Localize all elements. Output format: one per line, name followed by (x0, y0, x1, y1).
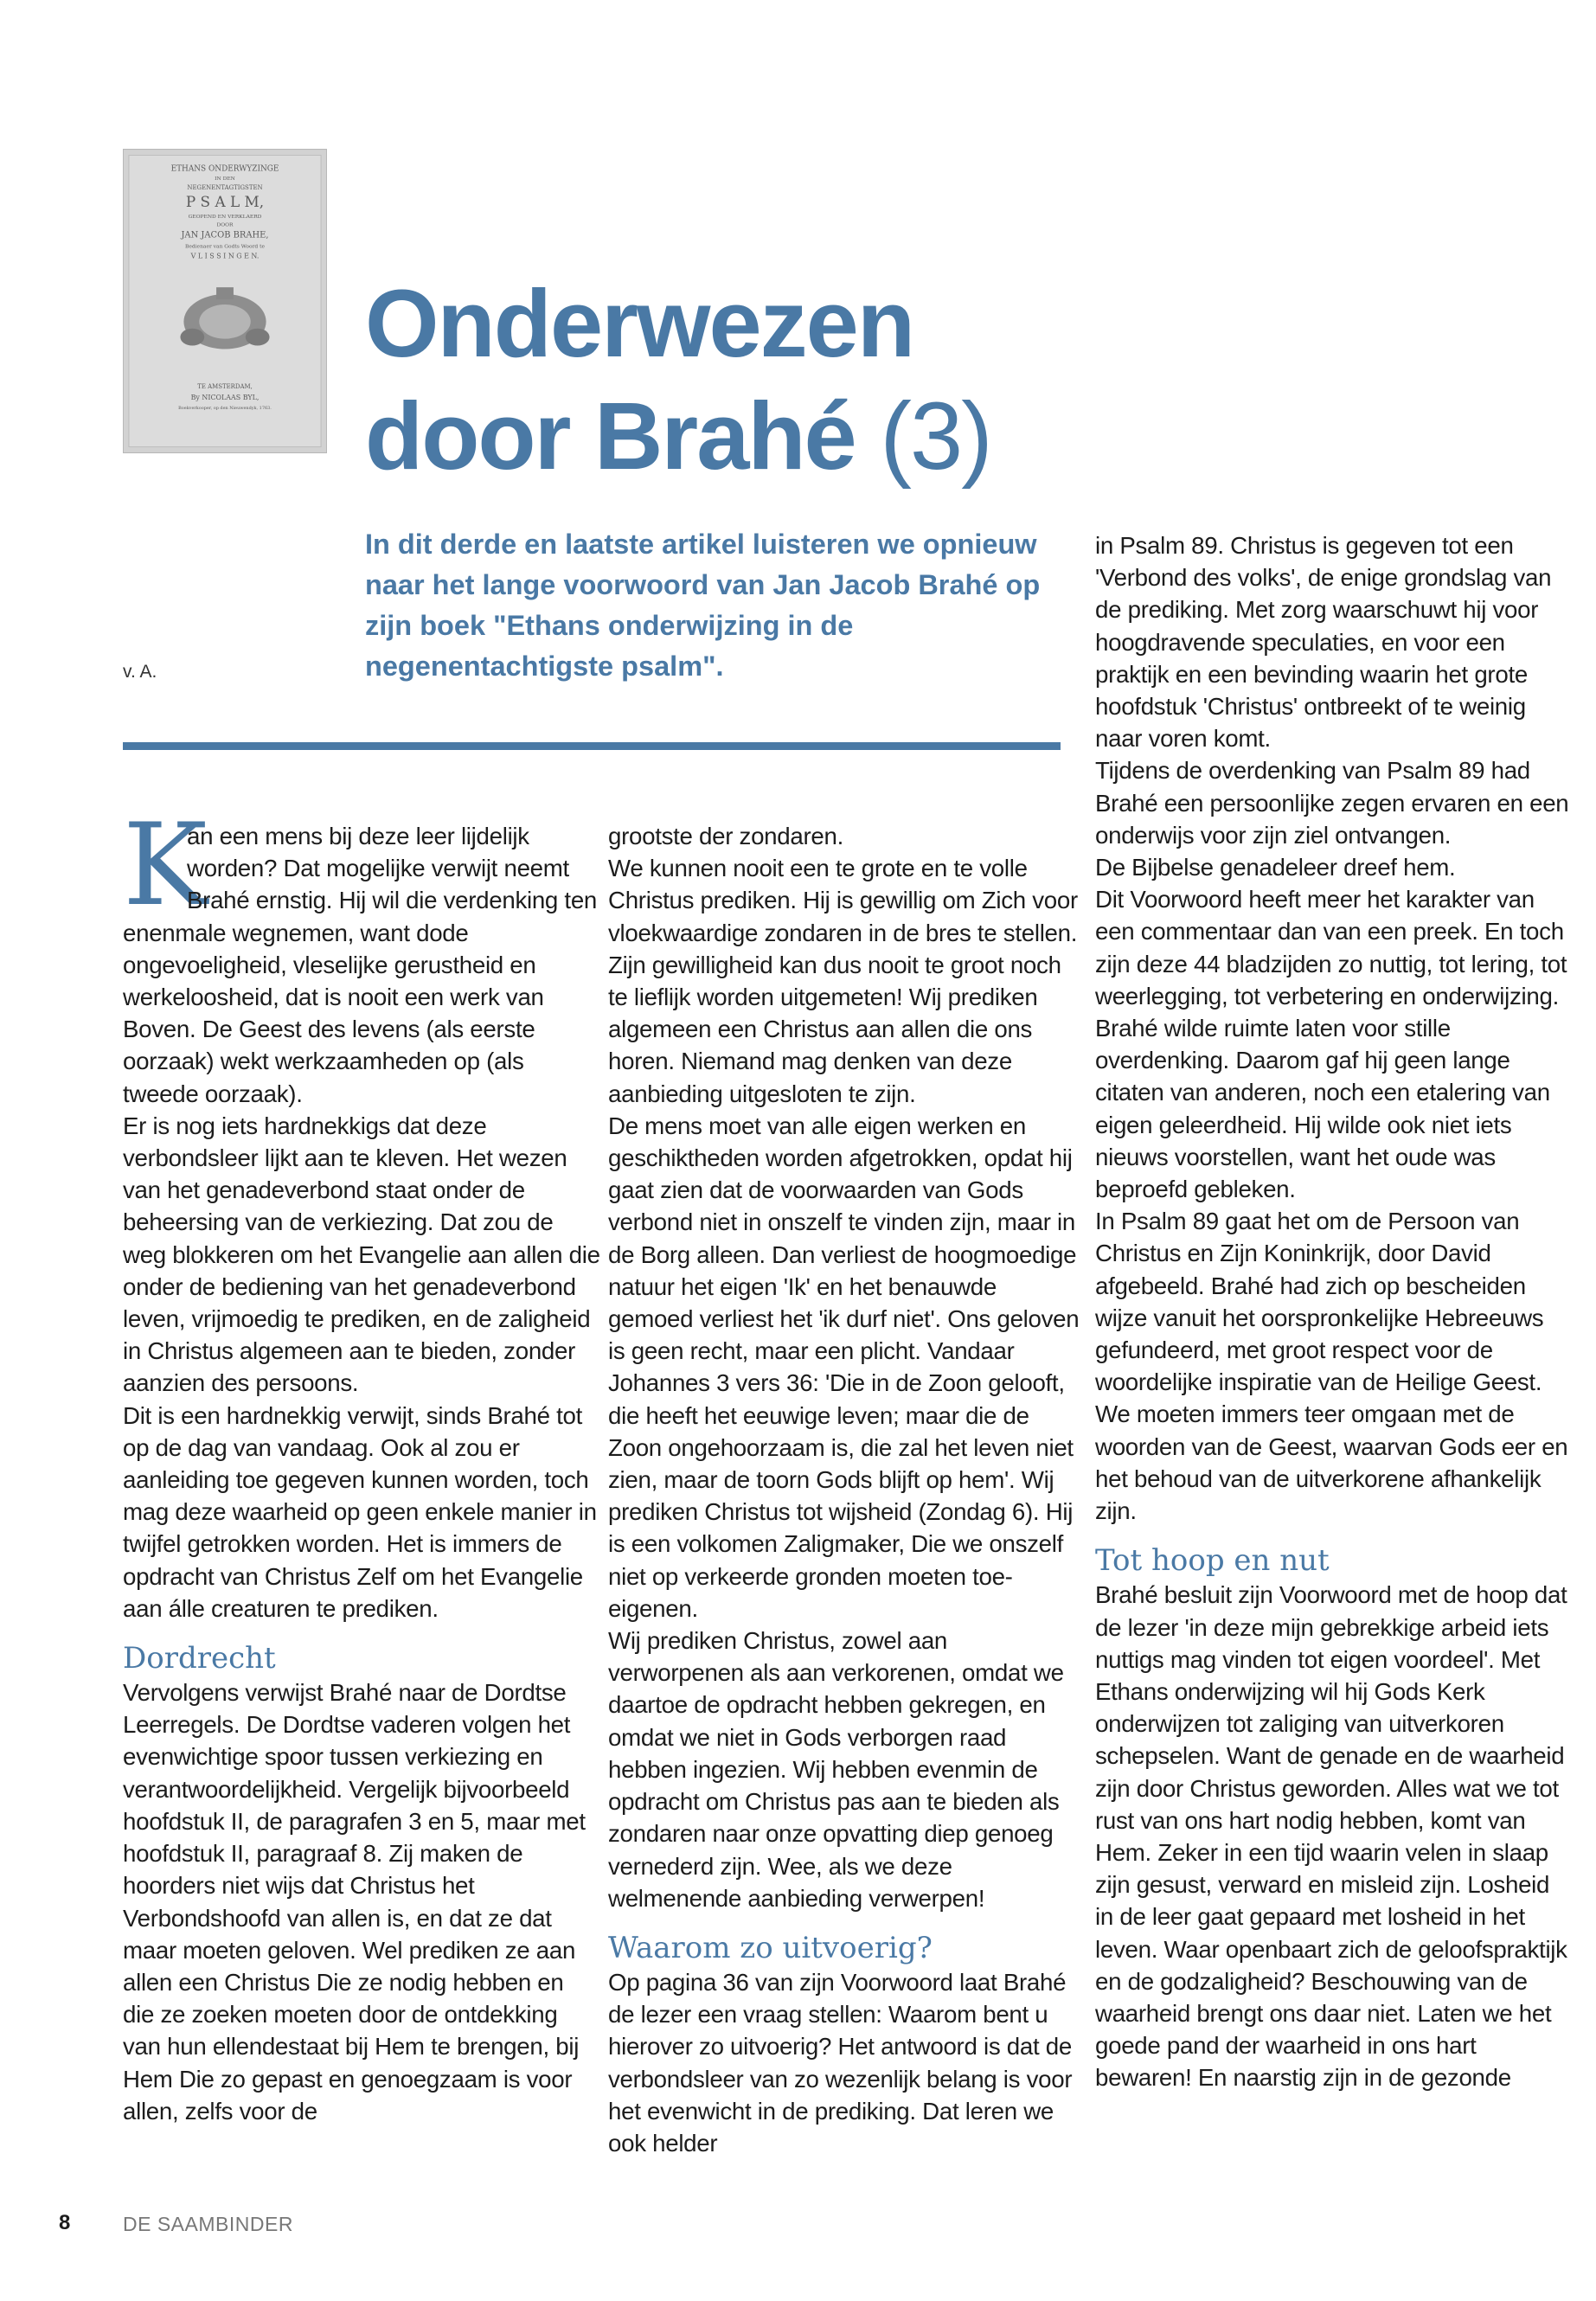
book-line-12: Boekverkooper, op den Nieuwendyk, 1763. (178, 405, 272, 411)
header-divider (123, 742, 1061, 750)
col3-paragraph-1: in Psalm 89. Christus is gegeven tot een 'Verbond des volks', de enige grondslag van de prediking. Met zorg waarschuwt hij voor hoogdravende speculaties, en voor een praktijk en een bevinding waarin het grote hoofdstuk 'Christus' ontbreekt of te weinig naar voren komt. (1095, 532, 1552, 753)
col2-paragraph-5: Op pagina 36 van zijn Voorwoord laat Brahé de lezer een vraag stellen: Waarom bent u hierover zo uitvoerig? Het antwoord is dat de verbondsleer van zo wezenlijk belang is voor het evenwicht in de prediking. Dat leren we ook helder (608, 1968, 1073, 2157)
col1-paragraph-3: Dit is een hardnekkig verwijt, sinds Brahé tot op de dag van vandaag. Ook al zou er aanleiding toe gegeven kunnen worden, toch mag deze waarheid op geen enkele manier in twijfel getrokken worden. Het is immers de opdracht van Christus Zelf om het Evangelie aan álle creaturen te prediken. (123, 1401, 597, 1622)
book-line-3: NEGENENTAGTIGSTEN (187, 184, 263, 192)
drop-cap: K (123, 798, 208, 931)
book-line-2: IN DEN (215, 176, 235, 183)
subheading-dordrecht: Dordrecht (123, 1641, 276, 1676)
col2-paragraph-2: We kunnen nooit een te grote en te volle Christus prediken. Hij is gewillig om Zich voor vloekwaardige zondaren in de bres te stellen. Zijn gewilligheid kan dus nooit te groot noch te lieflijk worden uitgemeten! Wij prediken algemeen een Christus aan allen die ons horen. Niemand mag denken van deze aanbieding uitgesloten te zijn. (608, 855, 1078, 1107)
article-column-3 (1095, 529, 1573, 2094)
book-line-9: V L I S S I N G E N. (190, 252, 260, 260)
col2-paragraph-4: Wij prediken Christus, zowel aan verworpenen als aan verkorenen, omdat we daartoe de opdracht hebben gekregen, en omdat we niet in Gods verborgen raad hebben ingezien. Wij hebben evenmin de opdracht om Christus pas aan te bieden als zondaren naar onze opvatting diep genoeg vernederd zijn. Wee, als we deze welmenende aanbieding verwerpen! (608, 1627, 1064, 1912)
book-line-10: TE AMSTERDAM, (197, 383, 253, 391)
col2-paragraph-3: De mens moet van alle eigen werken en geschiktheden worden afgetrokken, opdat hij gaat zien dat de voorwaarden van Gods verbond niet in onszelf te vinden zijn, maar in de Borg alleen. Dan verliest de hoogmoedige natuur het eigen 'Ik' en het benauwde gemoed verliest het 'ik durf niet'. Ons geloven is geen recht, maar een plicht. Vandaar Johannes 3 vers 36: 'Die in de Zoon gelooft, die heeft het eeuwige leven; maar die de Zoon ongehoorzaam is, die zal het leven niet zien, maar de toorn Gods blijft op hem'. Wij prediken Christus tot wijsheid (Zondag 6). Hij is een volkomen Zaligmaker, Die we onszelf niet op verkeerde gronden moeten toe-eigenen. (608, 1112, 1080, 1622)
col3-paragraph-4: Dit Voorwoord heeft meer het karakter van een commentaar dan van een preek. En toch zijn deze 44 bladzijden zo nuttig, tot lering, tot weerlegging, tot verbetering en onderwijzing. (1095, 886, 1567, 1009)
book-line-4: P S A L M, (185, 192, 265, 210)
article-column-1 (123, 798, 600, 2127)
book-line-5: GEOPEND EN VERKLAERD (188, 213, 262, 220)
col3-paragraph-2: Tijdens de overdenking van Psalm 89 had Brahé een persoonlijke zegen ervaren en een onderwijs voor zijn ziel ontvangen. (1095, 757, 1569, 849)
col3-paragraph-3: De Bijbelse genadeleer dreef hem. (1095, 854, 1456, 881)
book-title-page-image (123, 149, 327, 453)
title-line-1: Onderwezen (365, 271, 914, 377)
col3-paragraph-7: Brahé besluit zijn Voorwoord met de hoop dat de lezer 'in deze mijn gebrekkige arbeid iets nuttigs mag vinden tot eigen voordeel'. Met Ethans onderwijzing wil hij Gods Kerk onderwijzen tot zaliging van uitverkoren schepselen. Want de genade en de waarheid zijn door Christus geworden. Alles wat we tot rust van ons hart nodig hebben, komt van Hem. Zeker in een tijd waarin velen in slaap zijn gesust, verward en misleid zijn. Losheid in de leer gaat gepaard met losheid in het leven. Waar openbaart zich de geloofspraktijk en de godzaligheid? Beschouwing van de waarheid brengt ons daar niet. Laten we het goede pand der waarheid in ons hart bewaren! En naarstig zijn in de gezonde (1095, 1581, 1567, 2092)
subheading-tot-hoop-en-nut: Tot hoop en nut (1095, 1543, 1330, 1579)
col3-paragraph-6: In Psalm 89 gaat het om de Persoon van Christus en Zijn Koninkrijk, door David afgebeeld. Brahé had zich op bescheiden wijze vanuit het oorspronkelijke Hebreeuws gefundeerd, met groot respect voor de woordelijke inspiratie van de Heilige Geest. We moeten immers teer omgaan met de woorden van de Geest, waarvan Gods eer en het behoud van de uitverkorene afhankelijk zijn. (1095, 1208, 1568, 1525)
subheading-waarom-zo-uitvoerig: Waarom zo uitvoerig? (608, 1930, 933, 1965)
book-line-6: DOOR (216, 221, 234, 228)
col1-paragraph-1-text: an een mens bij deze leer lijdelijk worden? Dat mogelijke verwijt neemt Brahé ernstig. Hij wil die verdenking ten enenmale wegnemen, want dode ongevoeligheid, vleselijke gerustheid en werkeloosheid, dat is nooit een werk van Boven. De Geest des levens (als eerste oorzaak) wekt werkzaamheden op (als tweede oorzaak). (123, 823, 598, 1107)
book-line-7: JAN JACOB BRAHE, (181, 230, 269, 240)
col2-paragraph-1: grootste der zondaren. (608, 823, 843, 849)
author-byline: v. A. (123, 662, 157, 682)
article-column-2 (608, 820, 1086, 2159)
col1-paragraph-4: Vervolgens verwijst Brahé naar de Dordtse Leerregels. De Dordtse vaderen volgen het evenwichtige spoor tussen verkiezing en verantwoordelijkheid. Vergelijk bijvoorbeeld hoofdstuk II, de paragrafen 3 en 5, maar met hoofdstuk II, paragraaf 8. Zij maken de hoorders niet wijs dat Christus het Verbondshoofd van allen is, en dat ze dat maar moeten geloven. Wel prediken ze aan allen een Christus Die ze nodig hebben en die ze zoeken moeten door de ontdekking van hun ellendestaat bij Hem te brengen, bij Hem Die zo gepast en genoegzaam is voor allen, zelfs voor de (123, 1679, 586, 2125)
col3-paragraph-5: Brahé wilde ruimte laten voor stille overdenking. Daarom gaf hij geen lange citaten van anderen, noch een etalering van eigen geleerdheid. Hij wilde ook niet iets nieuws voorstellen, want het oude was beproefd gebleken. (1095, 1015, 1550, 1203)
lead-paragraph: In dit derde en laatste artikel luisteren we opnieuw naar het lange voorwoord van Jan Jacob Brahé op zijn boek "Ethans onderwijzing in de negenentachtigste psalm". (365, 529, 1041, 682)
book-line-11: By NICOLAAS BYL, (190, 394, 260, 402)
book-line-8: Bedienaer van Godts Woord te (184, 243, 266, 250)
article-title (365, 268, 1230, 493)
col1-paragraph-2: Er is nog iets hardnekkigs dat deze verbondsleer lijkt aan te kleven. Het wezen van het genadeverbond staat onder de beheersing van de verkiezing. Dat zou de weg blokkeren om het Evangelie aan allen die onder de bediening van het genadeverbond leven, vrijmoedig te prediken, en de zaligheid in Christus algemeen aan te bieden, zonder aanzien des persoons. (123, 1112, 600, 1397)
title-line-2: door Brahé (365, 383, 856, 490)
book-line-1: ETHANS ONDERWYZINGE (170, 164, 279, 174)
page-number: 8 (59, 2211, 71, 2234)
publication-name: DE SAAMBINDER (123, 2213, 293, 2235)
col1-paragraph-1 (123, 798, 600, 1110)
title-number: (3) (880, 383, 991, 490)
